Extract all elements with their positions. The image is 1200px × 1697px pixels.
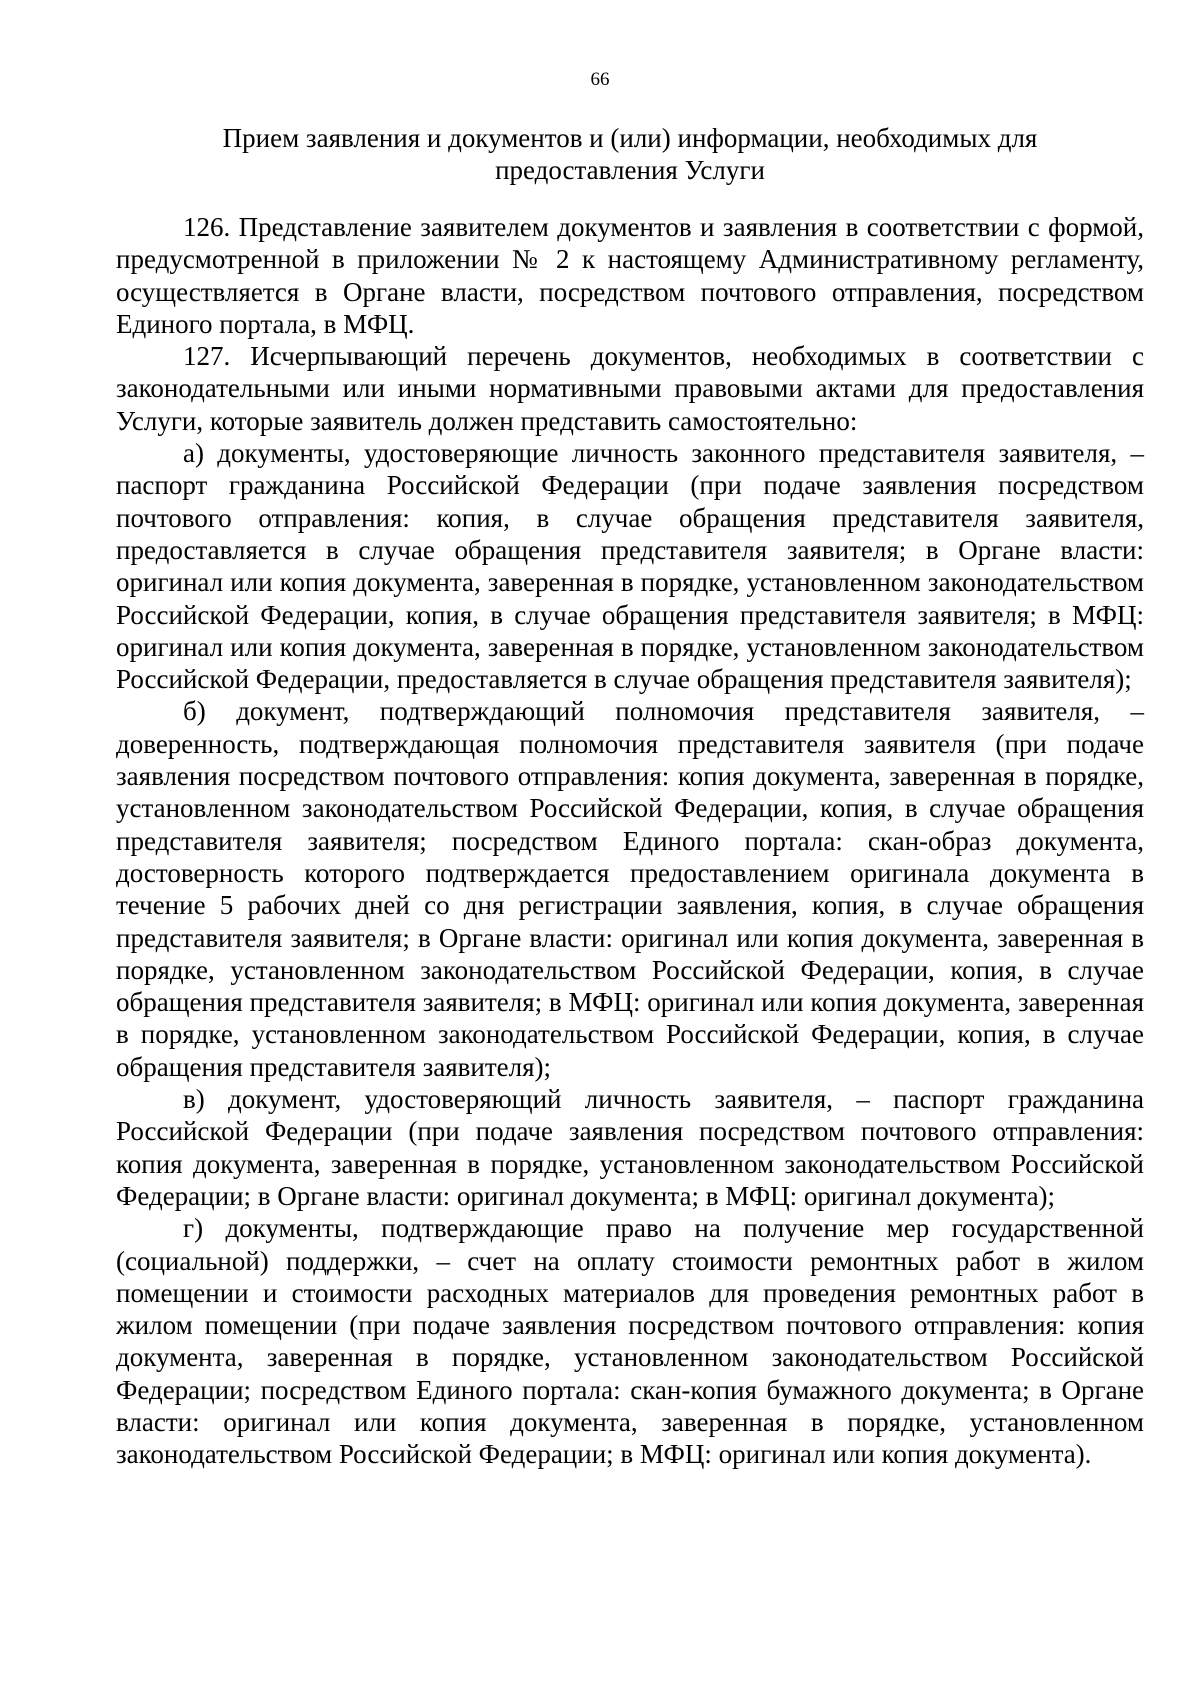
section-heading: Прием заявления и документов и (или) информации, необходимых для предоставления Услуги	[222, 123, 1038, 185]
paragraph-126: 126. Представление заявителем документов и заявления в соответствии с формой, предусмотренной в приложении № 2 к настоящему Административному регламенту, осуществляется в Органе власти, посредством почтового отправления, посредством Единого портала, в МФЦ.	[116, 212, 1144, 339]
paragraph-127-g: г) документы, подтверждающие право на получение мер государственной (социальной) поддержки, – счет на оплату стоимости ремонтных работ в жилом помещении и стоимости расходных материалов для проведения ремонтных работ в жилом помещении (при подаче заявления посредством почтового отправления: копия документа, заверенная в порядке, установленном законодательством Российской Федерации; посредством Единого портала: скан-копия бумажного документа; в Органе власти: оригинал или копия документа, заверенная в порядке, установленном законодательством Российской Федерации; в МФЦ: оригинал или копия документа).	[116, 1213, 1144, 1470]
paragraph-127-v: в) документ, удостоверяющий личность заявителя, – паспорт гражданина Российской Федерации (при подаче заявления посредством почтового отправления: копия документа, заверенная в порядке, установленном законодательством Российской Федерации; в Органе власти: оригинал документа; в МФЦ: оригинал документа);	[116, 1084, 1144, 1211]
paragraph-127-b: б) документ, подтверждающий полномочия представителя заявителя, – доверенность, подтверждающая полномочия представителя заявителя (при подаче заявления посредством почтового отправления: копия документа, заверенная в порядке, установленном законодательством Российской Федерации, копия, в случае обращения представителя заявителя; посредством Единого портала: скан-образ документа, достоверность которого подтверждается предоставлением оригинала документа в течение 5 рабочих дней со дня регистрации заявления, копия, в случае обращения представителя заявителя; в Органе власти: оригинал или копия документа, заверенная в порядке, установленном законодательством Российской Федерации, копия, в случае обращения представителя заявителя; в МФЦ: оригинал или копия документа, заверенная в порядке, установленном законодательством Российской Федерации, копия, в случае обращения представителя заявителя);	[116, 696, 1144, 1082]
paragraph-127-a: а) документы, удостоверяющие личность законного представителя заявителя, – паспорт гражданина Российской Федерации (при подаче заявления посредством почтового отправления: копия, в случае обращения представителя заявителя, предоставляется в случае обращения представителя заявителя; в Органе власти: оригинал или копия документа, заверенная в порядке, установленном законодательством Российской Федерации, копия, в случае обращения представителя заявителя; в МФЦ: оригинал или копия документа, заверенная в порядке, установленном законодательством Российской Федерации, предоставляется в случае обращения представителя заявителя);	[116, 438, 1144, 695]
document-body	[116, 211, 1144, 1471]
page-number: 66	[590, 69, 610, 90]
paragraph-127: 127. Исчерпывающий перечень документов, необходимых в соответствии с законодательными или иными нормативными правовыми актами для предоставления Услуги, которые заявитель должен представить самостоятельно:	[116, 341, 1144, 436]
